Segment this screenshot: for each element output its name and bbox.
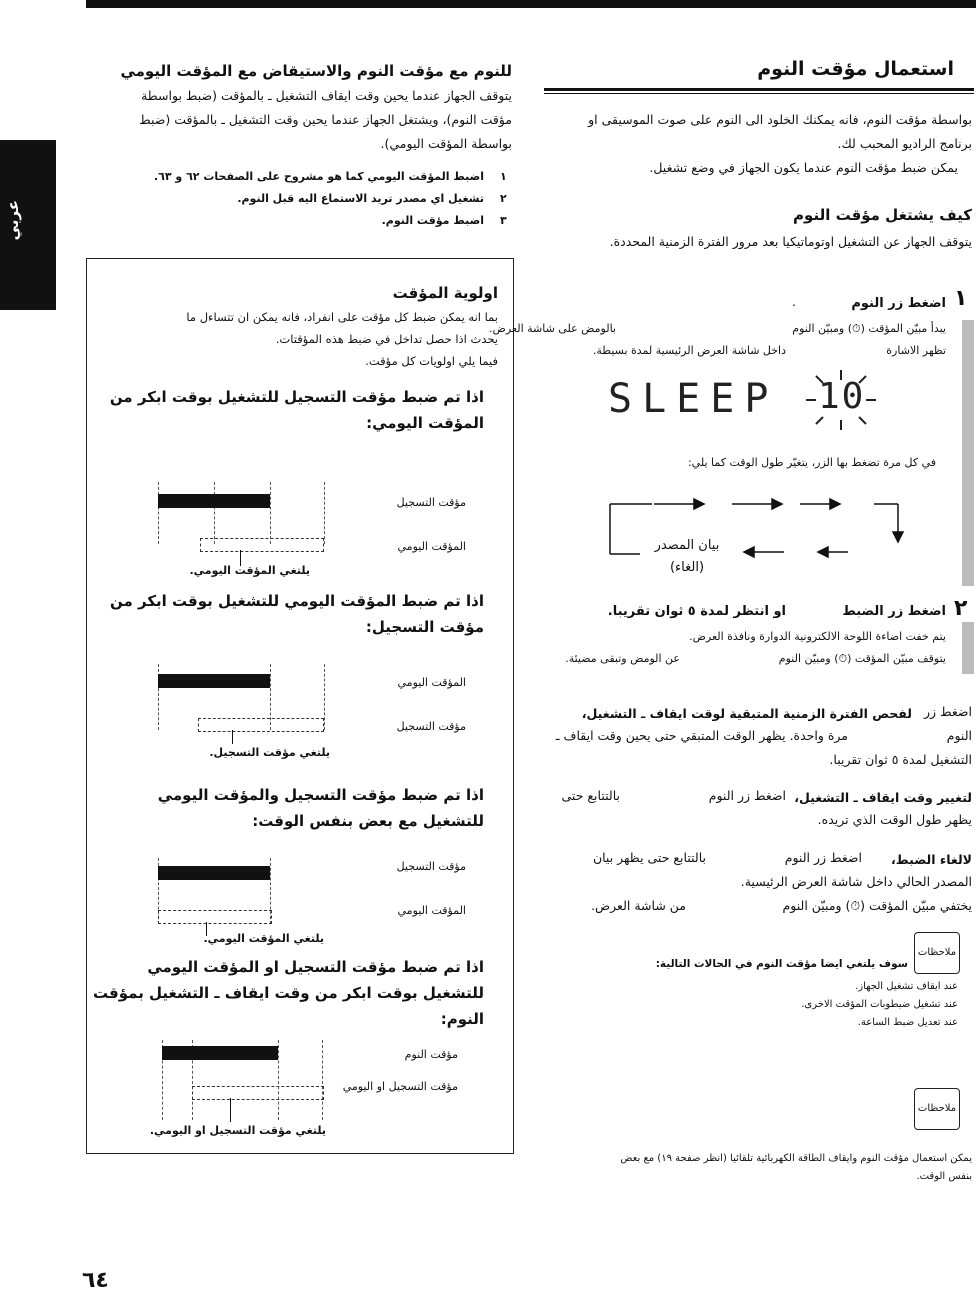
step2-text-a: اضغط زر الضبط (842, 604, 946, 619)
cancel-text-3: المصدر الحالي داخل شاشة العرض الرئيسية. (740, 874, 972, 889)
change-heading: لتغيير وقت ايقاف ـ التشغيل، (794, 790, 972, 805)
case1-guide-3 (270, 482, 271, 544)
notes-book-icon-2 (914, 1088, 960, 1130)
note1-item-b: عند تشغيل ضبطوبات المؤقت الاخرى. (801, 999, 958, 1010)
check-heading: لفحص الفترة الزمنية المتبقية لوقت ايقاف ـ التشغيل، (581, 706, 912, 721)
case1-guide-4 (324, 482, 325, 544)
case2-pointer (232, 730, 233, 744)
cycle-cancel-label: (الغاء) (669, 560, 705, 575)
left-title: للنوم مع مؤقت النوم والاستيقاض مع المؤقت اليومي (120, 62, 512, 80)
note1-title: سوف يلتغي ايضا مؤقت النوم في الحالات التالية: (655, 958, 908, 970)
check-text-3: مرة واحدة. يظهر الوقت المتبقي حتى يحين وقت ايقاف ـ (555, 728, 848, 743)
right-title: استعمال مؤقت النوم (757, 58, 954, 80)
step2-line-c: عن الومض وتبقى مضيئة. (565, 652, 680, 665)
case4-heading-3: النوم: (440, 1010, 484, 1028)
step1-number: ١ (954, 286, 968, 311)
case4-caption: يلتغي مؤقت التسجيل او اليومي. (149, 1124, 326, 1137)
box-title: اولوية المؤقت (392, 284, 498, 302)
case2-caption: يلتغي مؤقت التسجيل. (209, 746, 330, 759)
box-text-3: فيما يلي اولويات كل مؤقت. (365, 354, 498, 368)
cancel-heading: لالغاء الضبط، (890, 852, 972, 867)
step1-line-d: داخل شاشة العرض الرئيسية لمدة بسيطة. (592, 344, 786, 357)
case1-guide-2 (214, 482, 215, 544)
case4-guide-3 (278, 1040, 279, 1120)
check-text-4: التشغيل لمدة ٥ ثوان تقريبا. (829, 752, 972, 767)
case2-heading-2: مؤقت التسجيل: (365, 618, 484, 636)
lcd-sleep-display: SLEEP (608, 376, 779, 422)
step2-line-a: يتم خفت اضاءة اللوحة الالكترونية الدوارة ونافذة العرض. (689, 630, 946, 643)
language-tab-label: عربي (4, 200, 22, 241)
case3-top-label: مؤقت التسجيل (396, 860, 466, 873)
how-title: كيف يشتغل مؤقت النوم (793, 206, 972, 224)
case2-heading-1: اذا تم ضبط المؤقت اليومي للتشغيل بوقت ابكر من (109, 592, 484, 610)
case1-heading-2: المؤقت اليومي: (366, 414, 484, 432)
step2-line-b: يتوقف مبيّن المؤقت (⏱) ومبيّن النوم (778, 652, 946, 665)
case1-caption: يلتغي المؤقت اليومي. (189, 564, 310, 577)
cancel-text-4: يختفي مبيّن المؤقت (⏱) ومبيّن النوم (782, 898, 972, 913)
left-list-item-2: تشغيل اي مصدر تريد الاستماع اليه قبل النوم. (237, 192, 484, 205)
case1-top-label: مؤقت التسجيل (396, 496, 466, 509)
top-bar (86, 0, 976, 8)
check-text-1: اضغط زر (923, 704, 972, 719)
notes-icon-label: ملاحظات (917, 947, 957, 958)
step1-dot: . (792, 294, 796, 309)
left-list-num-3: ٣ (500, 214, 507, 227)
page-number: ٦٤ (82, 1268, 109, 1293)
cancel-text-1: اضغط زر النوم (784, 850, 862, 865)
left-para-2: مؤقت النوم)، ويشتغل الجهاز عندما يحين وقت التشغيل ـ بالمؤقت (ضبط (139, 112, 512, 127)
case2-top-bar (158, 674, 270, 688)
case1-bottom-bar (200, 538, 324, 552)
case1-top-bar (158, 494, 270, 508)
intro-line-2: برنامج الراديو المحبب لك. (837, 136, 972, 151)
left-para-3: بواسطة المؤقت اليومي). (380, 136, 512, 151)
notes-icon-label-2: ملاحظات (917, 1103, 957, 1114)
step2-number: ٢ (954, 596, 968, 621)
left-list-num-2: ٢ (500, 192, 507, 205)
left-list-item-1: اضبط المؤقت اليومي كما هو مشروح على الصفحات ٦٢ و ٦٣. (153, 170, 484, 183)
note2-line-b: بنفس الوقت. (916, 1171, 972, 1182)
step1-line-a: يبدأ مبيّن المؤقت (⏱) ومبيّن النوم (792, 322, 946, 335)
case1-bottom-label: المؤقت اليومي (397, 540, 466, 553)
step2-margin-bar (962, 622, 974, 674)
step1-margin-bar (962, 320, 974, 586)
case4-guide-4 (322, 1040, 323, 1120)
intro-line-3: يمكن ضبط مؤقت النوم عندما يكون الجهاز في وضع تشغيل. (649, 160, 958, 175)
title-rule-thin (544, 93, 974, 94)
change-text-1: اضغط زر النوم (708, 788, 786, 803)
lcd-blink-indicator (804, 368, 878, 432)
lcd-minutes: 10 (818, 376, 866, 417)
case3-bottom-label: المؤقت اليومي (397, 904, 466, 917)
case2-bottom-label: مؤقت التسجيل (396, 720, 466, 733)
change-text-3: يظهر طول الوقت الذي تريده. (817, 812, 972, 827)
cancel-text-2: بالتتابع حتى يظهر بيان (592, 850, 706, 865)
cancel-text-5: من شاشة العرض. (591, 898, 686, 913)
case4-bottom-bar (192, 1086, 324, 1100)
notes-book-icon (914, 932, 960, 974)
case3-heading-2: للتشغيل مع بعض بنفس الوقت: (252, 812, 484, 830)
case1-heading-1: اذا تم ضبط مؤقت التسجيل للتشغيل بوقت ابكر من (109, 388, 484, 406)
title-rule (544, 88, 974, 91)
case4-pointer (230, 1098, 231, 1122)
left-list-num-1: ١ (500, 170, 507, 183)
cycle-source-label: بيان المصدر (654, 538, 720, 553)
case2-top-label: المؤقت اليومي (397, 676, 466, 689)
cycle-text: في كل مرة تضغط بها الزر، يتغيّر طول الوقت كما يلي: (687, 456, 936, 469)
case4-heading-1: اذا تم ضبط مؤقت التسجيل او المؤقت اليومي (147, 958, 484, 976)
case4-top-label: مؤقت النوم (404, 1048, 458, 1061)
note1-item-c: عند تعديل ضبط الساعة. (857, 1017, 958, 1028)
step1-line-b: بالومض على شاشة العرض. (489, 322, 616, 335)
case4-top-bar (162, 1046, 278, 1060)
note1-item-a: عند ايقاف تشغيل الجهاز. (855, 981, 958, 992)
box-text-2: يحدث اذا حصل تداخل في ضبط هذه المؤقتات. (275, 332, 498, 346)
left-list-item-3: اضبط مؤقت النوم. (381, 214, 484, 227)
how-text: يتوقف الجهاز عن التشغيل اوتوماتيكيا بعد مرور الفترة الزمنية المحددة. (609, 234, 972, 249)
step1-line-c: تظهر الاشارة (886, 344, 946, 357)
case3-bottom-bar (158, 910, 272, 924)
case3-caption: يلتغي المؤقت اليومي. (203, 932, 324, 945)
intro-line-1: بواسطة مؤقت النوم، فانه يمكنك الخلود الى النوم على صوت الموسيقى او (588, 112, 972, 127)
case2-bottom-bar (198, 718, 324, 732)
step1-text: اضغط زر النوم (851, 296, 946, 311)
note2-line-a: يمكن استعمال مؤقت النوم وايقاف الطاقة الكهربائية تلقائيا (انظر صفحة ١٩) مع بعض (620, 1153, 972, 1164)
left-para-1: يتوقف الجهاز عندما يحين وقت ايقاف التشغيل ـ بالمؤقت (ضبط بواسطة (141, 88, 512, 103)
case1-guide-1 (158, 482, 159, 544)
language-tab (0, 140, 56, 310)
case4-bottom-label: مؤقت التسجيل او اليومي (342, 1080, 458, 1093)
check-text-2: النوم (946, 728, 972, 743)
step2-text-b: او انتظر لمدة ٥ ثوان تقريبا. (607, 604, 786, 619)
case3-heading-1: اذا تم ضبط مؤقت التسجيل والمؤقت اليومي (157, 786, 484, 804)
box-text-1: بما انه يمكن ضبط كل مؤقت على انفراد، فانه يمكن ان تتساءل ما (186, 310, 498, 324)
case2-guide-3 (324, 664, 325, 730)
case4-heading-2: للتشغيل بوقت ابكر من وقت ايقاف ـ التشغيل بمؤقت (93, 984, 484, 1002)
change-text-2: بالتتابع حتى (561, 788, 620, 803)
case3-top-bar (158, 866, 270, 880)
